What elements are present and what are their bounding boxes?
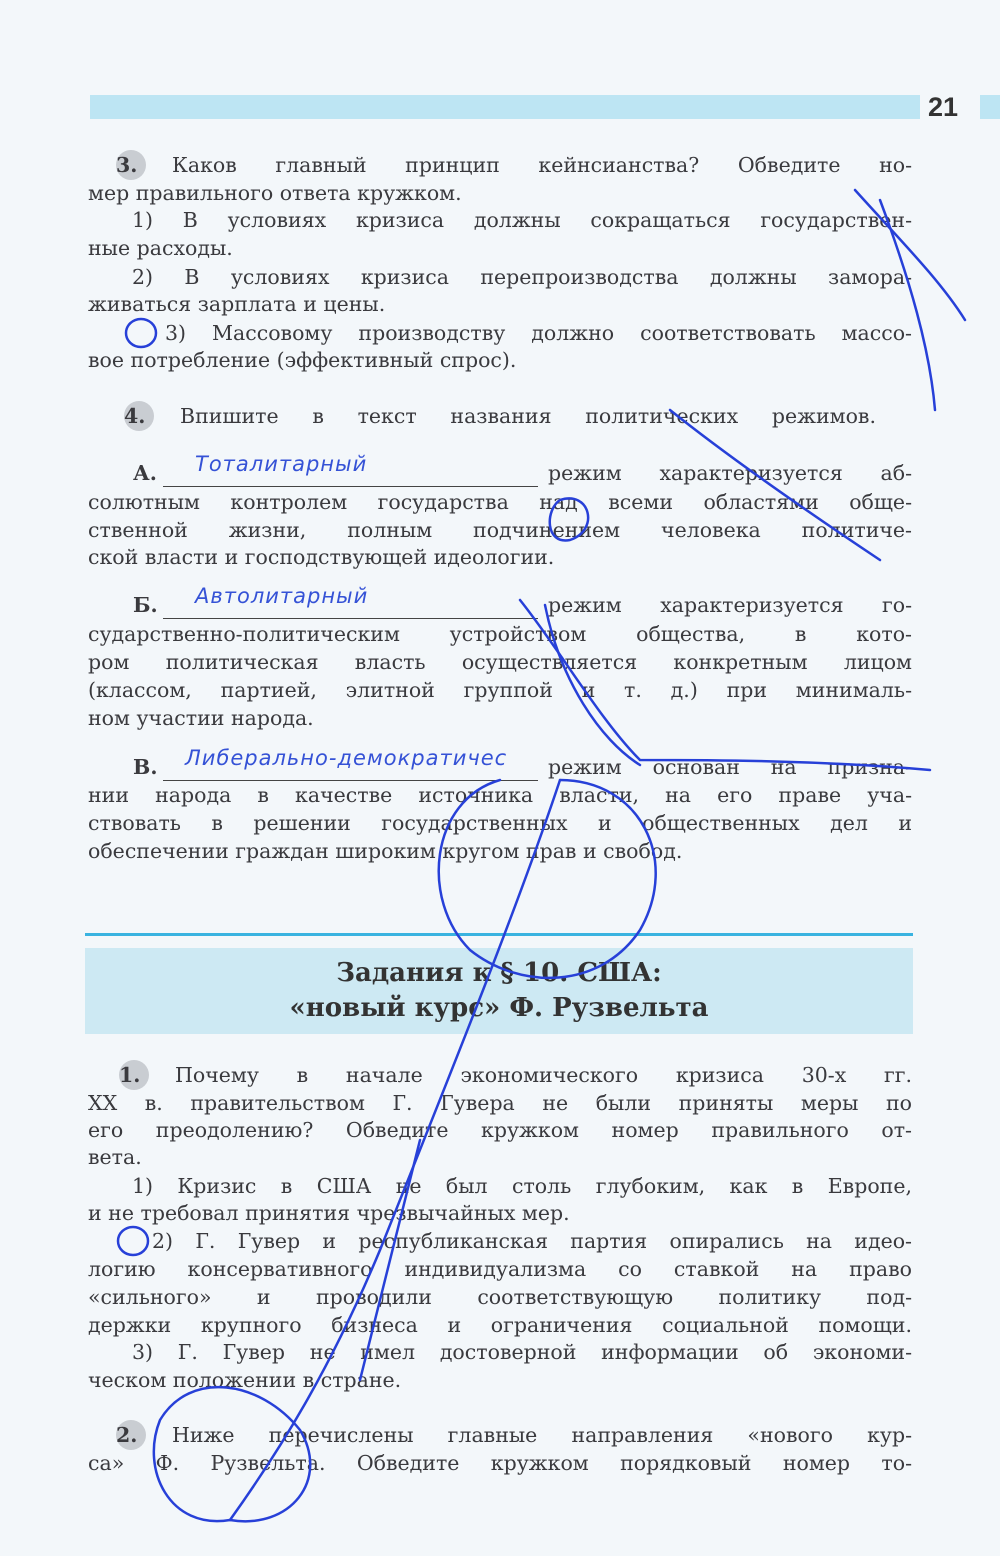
line-text: солютным контролем государства над всеми областями обще- bbox=[88, 490, 912, 514]
line-text: его преодолению? Обведите кружком номер правильного от- bbox=[88, 1118, 912, 1142]
line-text: Почему в начале экономического кризиса 30-х гг. bbox=[175, 1063, 912, 1087]
text-line bbox=[116, 1422, 912, 1448]
line-text: Впишите в текст названия политических режимов. bbox=[180, 404, 876, 428]
text-line bbox=[132, 1339, 912, 1365]
scribble-stroke bbox=[230, 780, 560, 1520]
page-number: 21 bbox=[928, 92, 959, 122]
line-text: 2) В условиях кризиса перепроизводства должны замора- bbox=[132, 265, 912, 289]
text-line bbox=[548, 460, 912, 486]
text-line bbox=[88, 1450, 912, 1476]
text-line bbox=[119, 1062, 912, 1088]
line-text: обеспечении граждан широким кругом прав и свобод. bbox=[88, 839, 683, 863]
line-text: 1) Кризис в США не был столь глубоким, как в Европе, bbox=[132, 1174, 912, 1198]
line-text: мер правильного ответа кружком. bbox=[88, 181, 462, 205]
text-line bbox=[88, 489, 912, 515]
header-band bbox=[90, 95, 920, 119]
line-text: ской власти и господствующей идеологии. bbox=[88, 545, 555, 569]
text-line bbox=[165, 320, 912, 346]
line-text: ном участии народа. bbox=[88, 706, 314, 730]
text-line bbox=[88, 1144, 142, 1170]
text-line bbox=[88, 621, 912, 647]
question-number-badge: 3. bbox=[116, 150, 146, 180]
line-text: 2) Г. Гувер и республиканская партия опирались на идео- bbox=[152, 1229, 912, 1253]
text-line bbox=[88, 1200, 570, 1226]
question-number-badge: 2. bbox=[116, 1420, 146, 1450]
text-line bbox=[88, 1090, 912, 1116]
text-line bbox=[116, 152, 912, 178]
question-number-badge: 4. bbox=[124, 401, 154, 431]
handwritten-answer-a: Тоталитарный bbox=[195, 452, 368, 476]
line-text: и не требовал принятия чрезвычайных мер. bbox=[88, 1201, 570, 1225]
line-text: держки крупного бизнеса и ограничения социальной помощи. bbox=[88, 1313, 912, 1337]
text-line bbox=[124, 403, 876, 429]
text-line bbox=[88, 810, 912, 836]
text-line bbox=[88, 705, 314, 731]
text-line bbox=[132, 264, 912, 290]
line-text: режим характеризуется аб- bbox=[548, 461, 912, 485]
line-text: нии народа в качестве источника власти, на его праве уча- bbox=[88, 783, 912, 807]
line-text: Ниже перечислены главные направления «нового кур- bbox=[172, 1423, 912, 1447]
blank-letter-a: А. bbox=[133, 461, 157, 485]
text-line bbox=[132, 1173, 912, 1199]
text-line bbox=[152, 1228, 912, 1254]
answer-circle-s1 bbox=[118, 1227, 148, 1255]
section-title-line1: Задания к § 10. США: bbox=[336, 958, 662, 988]
line-text: са» Ф. Рузвельта. Обведите кружком порядковый номер то- bbox=[88, 1451, 912, 1475]
text-line bbox=[88, 677, 912, 703]
text-line bbox=[88, 1312, 912, 1338]
line-text: ные расходы. bbox=[88, 236, 233, 260]
text-line bbox=[548, 754, 912, 780]
section-title-line2: «новый курс» Ф. Рузвельта bbox=[289, 993, 709, 1023]
text-line bbox=[88, 347, 516, 373]
blank-letter-b: Б. bbox=[133, 593, 158, 617]
line-text: 3) Г. Гувер не имел достоверной информации об экономи- bbox=[132, 1340, 912, 1364]
text-line bbox=[88, 180, 462, 206]
text-line bbox=[132, 207, 912, 233]
line-text: ческом положении в стране. bbox=[88, 1368, 402, 1392]
line-text: ственной жизни, полным подчинением человека политиче- bbox=[88, 518, 912, 542]
line-text: (классом, партией, элитной группой и т. д.) при минималь- bbox=[88, 678, 912, 702]
text-line bbox=[88, 838, 682, 864]
line-text: XX в. правительством Г. Гувера не были приняты меры по bbox=[88, 1091, 912, 1115]
line-text: 1) В условиях кризиса должны сокращаться государствен- bbox=[132, 208, 912, 232]
text-line bbox=[88, 235, 233, 261]
text-line bbox=[88, 1256, 912, 1282]
blank-letter-c: В. bbox=[133, 755, 158, 779]
line-text: живаться зарплата и цены. bbox=[88, 292, 386, 316]
line-text: логию консервативного индивидуализма со ставкой на право bbox=[88, 1257, 912, 1281]
line-text: режим характеризуется го- bbox=[548, 593, 912, 617]
text-line bbox=[88, 544, 554, 570]
line-text: режим основан на призна- bbox=[548, 755, 912, 779]
text-line bbox=[88, 1117, 912, 1143]
text-line bbox=[88, 1367, 401, 1393]
line-text: вета. bbox=[88, 1145, 142, 1169]
line-text: Каков главный принцип кейнсианства? Обведите но- bbox=[172, 153, 912, 177]
line-text: ствовать в решении государственных и общественных дел и bbox=[88, 811, 912, 835]
line-text: «сильного» и проводили соответствующую политику под- bbox=[88, 1285, 912, 1309]
text-line bbox=[548, 592, 912, 618]
question-number-badge: 1. bbox=[119, 1060, 149, 1090]
handwritten-answer-b: Автолитарный bbox=[195, 584, 369, 608]
line-text: вое потребление (эффективный спрос). bbox=[88, 348, 517, 372]
line-text: 3) Массовому производству должно соответствовать массо- bbox=[165, 321, 912, 345]
answer-circle-q3 bbox=[126, 319, 156, 347]
text-line bbox=[88, 649, 912, 675]
text-line bbox=[88, 782, 912, 808]
text-line bbox=[88, 517, 912, 543]
header-band-end bbox=[980, 95, 1000, 119]
handwritten-answer-c: Либерально-демократичес bbox=[185, 746, 508, 770]
text-line bbox=[88, 1284, 912, 1310]
line-text: сударственно-политическим устройством общества, в кото- bbox=[88, 622, 912, 646]
text-line bbox=[88, 291, 385, 317]
line-text: ром политическая власть осуществляется конкретным лицом bbox=[88, 650, 912, 674]
